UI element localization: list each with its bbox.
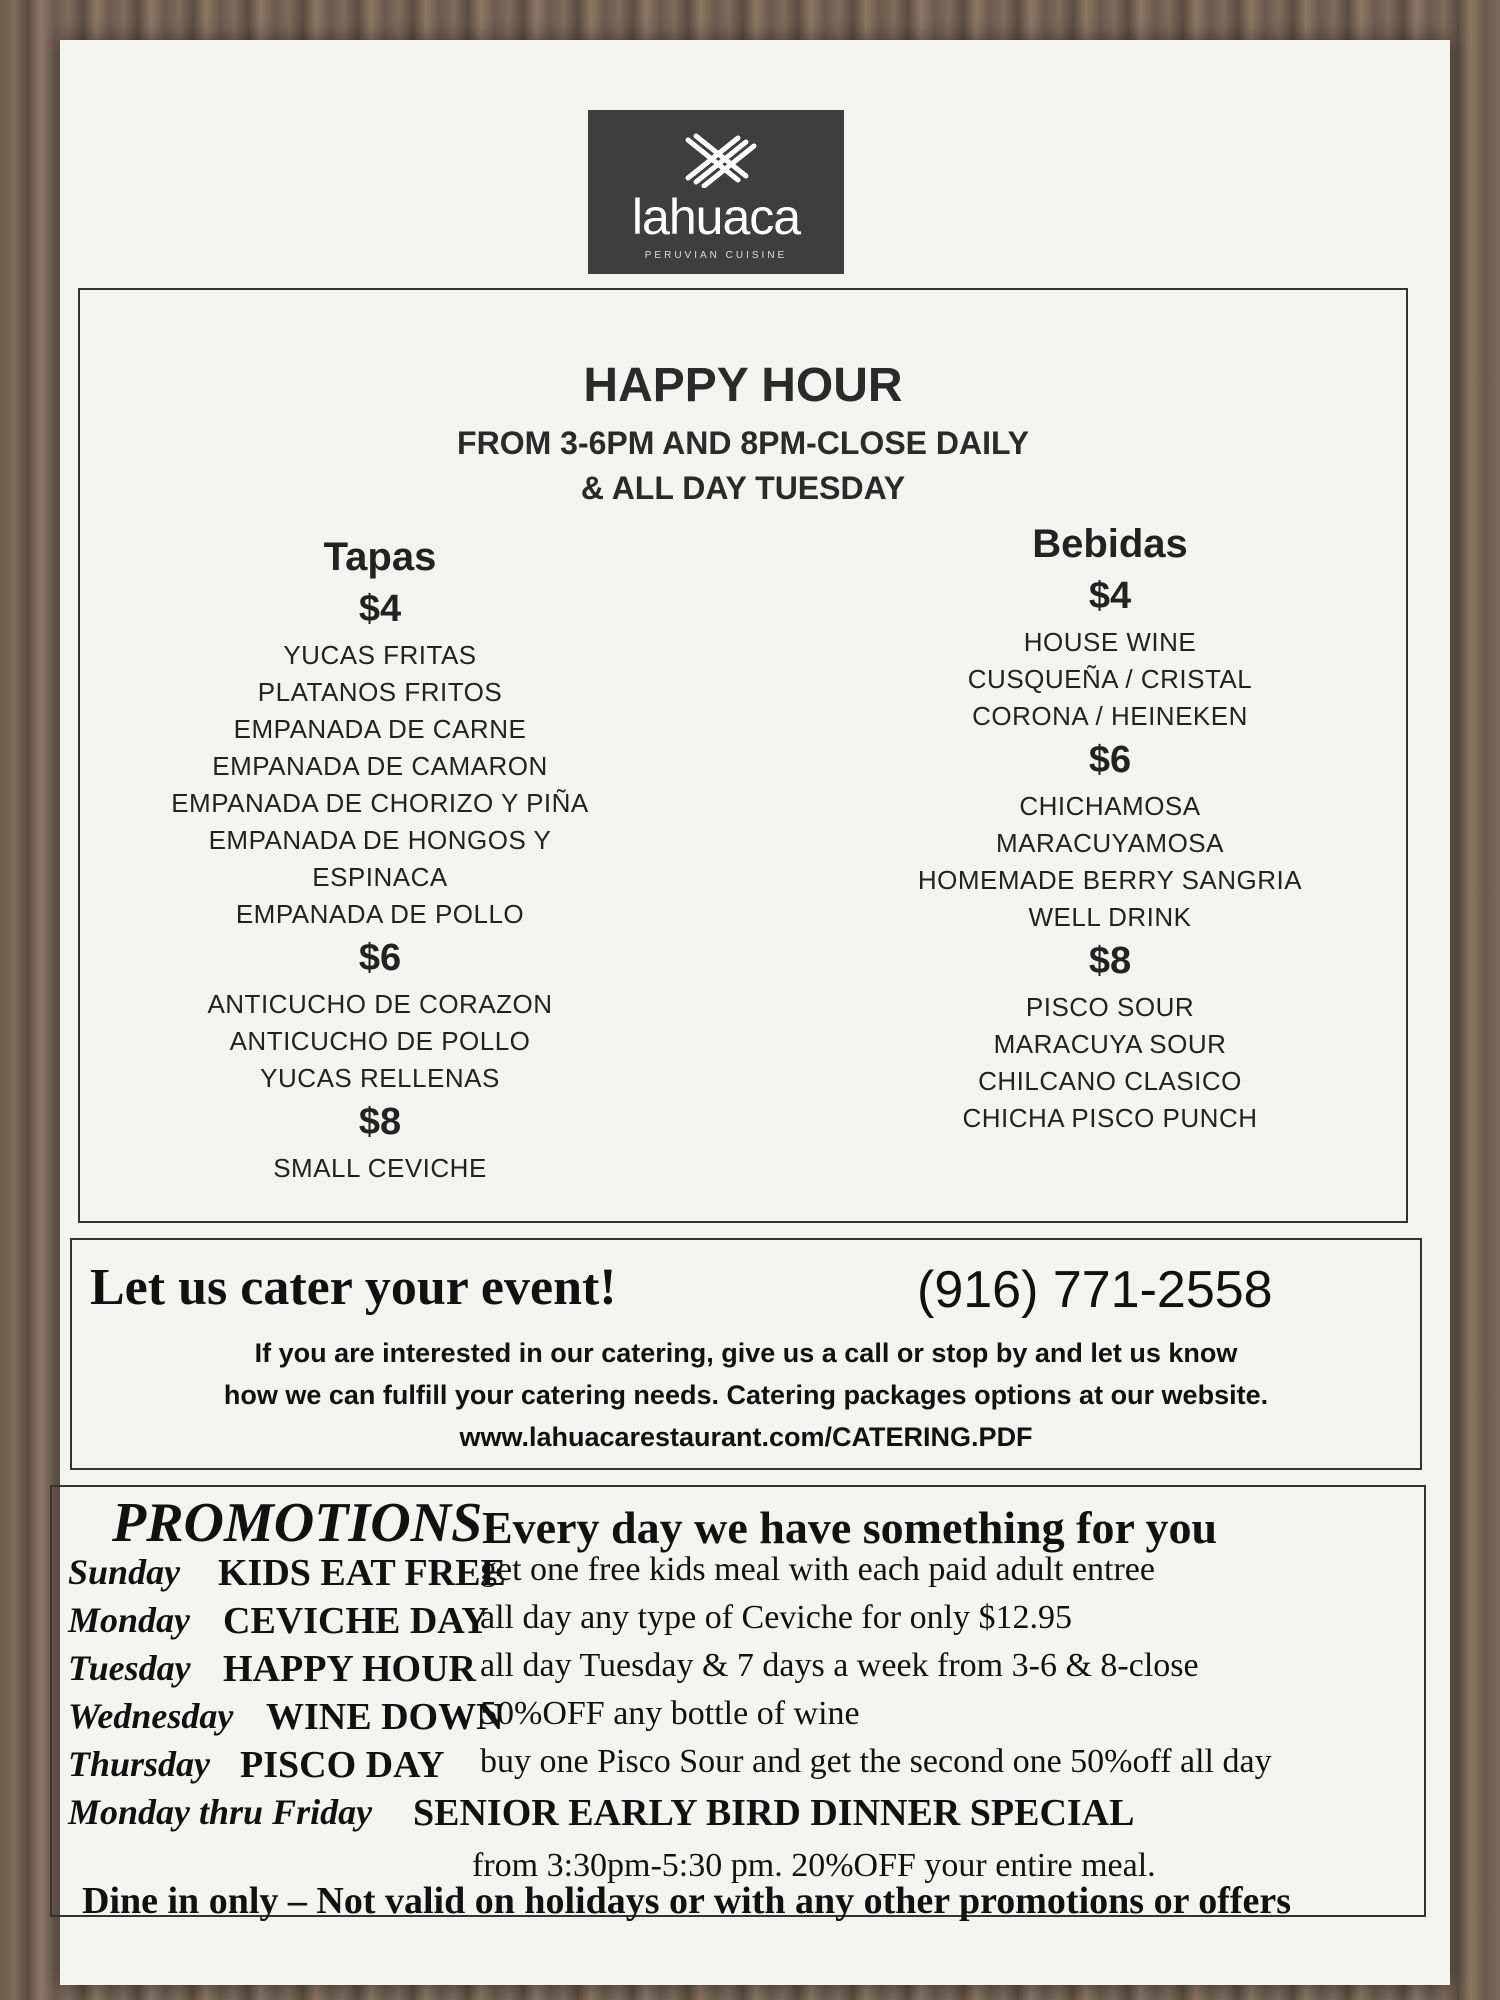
senior-special-description: from 3:30pm-5:30 pm. 20%OFF your entire meal.: [472, 1847, 1156, 1884]
promo-name: HAPPY HOUR: [223, 1648, 476, 1690]
menu-item: CHILCANO CLASICO: [978, 1066, 1242, 1096]
catering-description: [72, 1332, 1420, 1458]
bebidas-group-8: [870, 940, 1350, 1137]
promo-day: Sunday: [68, 1552, 181, 1592]
promo-description: get one free kids meal with each paid adult entree: [480, 1551, 1155, 1588]
bebidas-group-4: [870, 575, 1350, 735]
promo-day: Monday: [68, 1600, 191, 1640]
promo-name: PISCO DAY: [240, 1744, 445, 1786]
tapas-group-4: [140, 588, 620, 933]
menu-item: HOMEMADE BERRY SANGRIA: [917, 865, 1303, 895]
menu-item: EMPANADA DE POLLO: [235, 899, 525, 929]
catering-section: [70, 1238, 1422, 1470]
price-label: $6: [358, 937, 402, 979]
promo-row: [68, 1695, 1414, 1741]
promo-day: Monday thru Friday: [68, 1792, 373, 1832]
menu-item: SMALL CEVICHE: [273, 1153, 487, 1183]
promo-name: SENIOR EARLY BIRD DINNER SPECIAL: [413, 1792, 1135, 1834]
catering-line-2: how we can fulfill your catering needs. Catering packages options at our website.: [223, 1380, 1269, 1410]
happy-hour-section: [78, 288, 1408, 1223]
catering-title: Let us cater your event!: [90, 1259, 617, 1316]
promo-name: KIDS EAT FREE: [218, 1552, 506, 1594]
promo-row: [68, 1791, 1414, 1837]
promo-name: CEVICHE DAY: [223, 1600, 489, 1642]
promo-name: WINE DOWN: [266, 1696, 504, 1738]
promo-row: [68, 1551, 1414, 1597]
price-label: $8: [1088, 940, 1132, 982]
menu-item: CHICHA PISCO PUNCH: [962, 1103, 1258, 1133]
menu-sheet: [60, 40, 1450, 1985]
price-label: $8: [358, 1101, 402, 1143]
menu-item: EMPANADA DE CHORIZO Y PIÑA: [171, 788, 589, 818]
bebidas-heading: Bebidas: [1032, 522, 1188, 566]
menu-item: PLATANOS FRITOS: [257, 677, 503, 707]
menu-item: CORONA / HEINEKEN: [972, 701, 1248, 731]
promotions-tagline: Every day we have something for you: [482, 1502, 1218, 1553]
logo-subtitle: PERUVIAN CUISINE: [644, 250, 788, 261]
catering-url: www.lahuacarestaurant.com/CATERING.PDF: [459, 1422, 1033, 1452]
promo-day: Wednesday: [68, 1696, 234, 1736]
promotions-disclaimer: Dine in only – Not valid on holidays or with any other promotions or offers: [82, 1880, 1292, 1922]
menu-item: WELL DRINK: [1028, 902, 1192, 932]
restaurant-logo: [588, 110, 844, 274]
promo-description: buy one Pisco Sour and get the second one 50%off all day: [480, 1743, 1272, 1780]
tapas-group-8: [140, 1101, 620, 1187]
promotions-section: [50, 1485, 1426, 1922]
promo-row: [68, 1647, 1414, 1693]
promo-day: Thursday: [68, 1744, 211, 1784]
bebidas-group-6: [870, 739, 1350, 936]
tapas-heading: Tapas: [323, 535, 437, 579]
catering-line-1: If you are interested in our catering, give us a call or stop by and let us know: [254, 1338, 1238, 1368]
price-label: $4: [1088, 575, 1132, 617]
promo-day: Tuesday: [68, 1648, 191, 1688]
promotions-title: PROMOTIONS: [112, 1492, 483, 1554]
menu-item: ANTICUCHO DE CORAZON: [207, 989, 553, 1019]
happy-hour-title: HAPPY HOUR: [583, 359, 903, 412]
promo-description: 50%OFF any bottle of wine: [480, 1695, 860, 1732]
menu-item: MARACUYAMOSA: [996, 828, 1224, 858]
menu-item: PISCO SOUR: [1025, 992, 1195, 1022]
menu-item: EMPANADA DE CARNE: [233, 714, 527, 744]
menu-item: ANTICUCHO DE POLLO: [229, 1026, 531, 1056]
happy-hour-tuesday: & ALL DAY TUESDAY: [580, 470, 906, 506]
bebidas-column: [870, 522, 1350, 1137]
menu-item: YUCAS FRITAS: [283, 640, 477, 670]
promo-description: all day any type of Ceviche for only $12.95: [480, 1599, 1073, 1636]
menu-item: YUCAS RELLENAS: [260, 1063, 500, 1093]
price-label: $4: [358, 588, 402, 630]
price-label: $6: [1088, 739, 1132, 781]
menu-item: HOUSE WINE: [1023, 627, 1197, 657]
menu-item: CHICHAMOSA: [1019, 791, 1201, 821]
fork-knife-icon: [588, 128, 844, 188]
menu-item: EMPANADA DE HONGOS Y ESPINACA: [208, 825, 552, 892]
tapas-group-6: [140, 937, 620, 1097]
tapas-column: [140, 535, 620, 1187]
logo-name: lahuaca: [631, 189, 801, 245]
catering-phone: (916) 771-2558: [917, 1261, 1273, 1319]
menu-item: CUSQUEÑA / CRISTAL: [967, 664, 1253, 694]
promo-row: [68, 1743, 1414, 1789]
menu-item: MARACUYA SOUR: [993, 1029, 1227, 1059]
promo-description: all day Tuesday & 7 days a week from 3-6 & 8-close: [480, 1647, 1199, 1684]
menu-item: EMPANADA DE CAMARON: [212, 751, 548, 781]
happy-hour-hours: FROM 3-6PM AND 8PM-CLOSE DAILY: [457, 425, 1029, 461]
promo-row: [68, 1599, 1414, 1645]
